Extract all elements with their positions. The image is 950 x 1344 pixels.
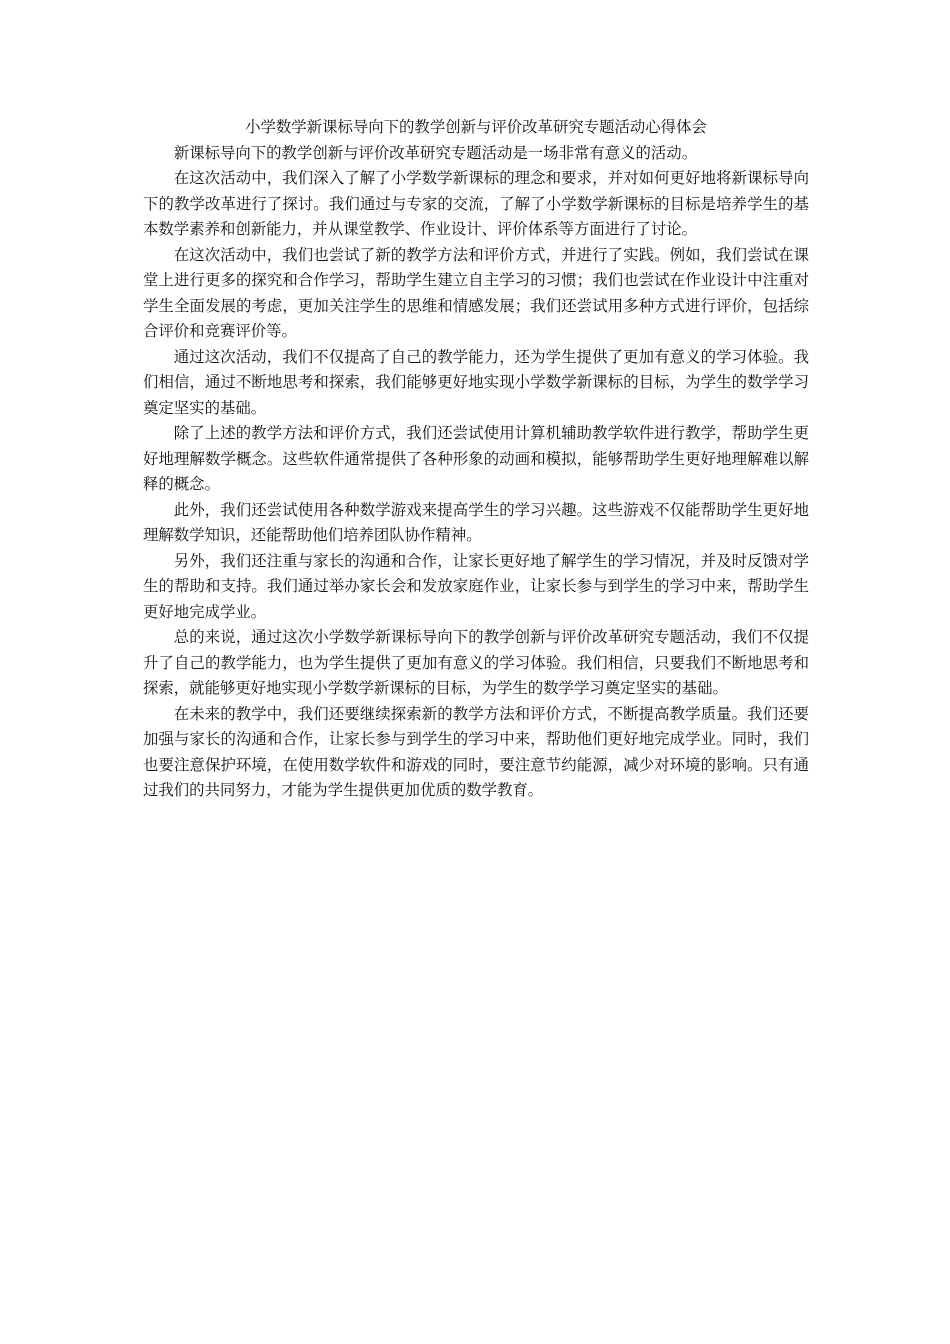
- paragraph-6: 此外，我们还尝试使用各种数学游戏来提高学生的学习兴趣。这些游戏不仅能帮助学生更好地理解数学知识，还能帮助他们培养团队协作精神。: [143, 500, 809, 544]
- paragraph-8: 总的来说，通过这次小学数学新课标导向下的教学创新与评价改革研究专题活动，我们不仅提升了自己的教学能力，也为学生提供了更加有意义的学习体验。我们相信，只要我们不断地思考和探索，就能够更好地实现小学数学新课标的目标，为学生的数学学习奠定坚实的基础。: [143, 628, 809, 697]
- paragraph-3: 在这次活动中，我们也尝试了新的教学方法和评价方式，并进行了实践。例如，我们尝试在课堂上进行更多的探究和合作学习，帮助学生建立自主学习的习惯；我们也尝试在作业设计中注重对学生全面发展的考虑，更加关注学生的思维和情感发展；我们还尝试用多种方式进行评价，包括综合评价和竞赛评价等。: [143, 245, 809, 340]
- paragraph-1: 新课标导向下的教学创新与评价改革研究专题活动是一场非常有意义的活动。: [173, 143, 698, 162]
- paragraph-2: 在这次活动中，我们深入了解了小学数学新课标的理念和要求，并对如何更好地将新课标导向下的教学改革进行了探讨。我们通过与专家的交流，了解了小学数学新课标的目标是培养学生的基本数学素养和创新能力，并从课堂教学、作业设计、评价体系等方面进行了讨论。: [143, 169, 809, 238]
- document-title: 小学数学新课标导向下的教学创新与评价改革研究专题活动心得体会: [245, 118, 707, 136]
- document-body: [143, 115, 809, 804]
- paragraph-5: 除了上述的教学方法和评价方式，我们还尝试使用计算机辅助教学软件进行教学，帮助学生更好地理解数学概念。这些软件通常提供了各种形象的动画和模拟，能够帮助学生更好地理解难以解释的概念。: [143, 424, 809, 493]
- paragraph-7: 另外，我们还注重与家长的沟通和合作，让家长更好地了解学生的学习情况，并及时反馈对学生的帮助和支持。我们通过举办家长会和发放家庭作业，让家长参与到学生的学习中来，帮助学生更好地完成学业。: [143, 551, 809, 621]
- paragraph-4: 通过这次活动，我们不仅提高了自己的教学能力，还为学生提供了更加有意义的学习体验。我们相信，通过不断地思考和探索，我们能够更好地实现小学数学新课标的目标，为学生的数学学习奠定坚实的基础。: [143, 347, 809, 417]
- paragraph-9: 在未来的教学中，我们还要继续探索新的教学方法和评价方式，不断提高教学质量。我们还要加强与家长的沟通和合作，让家长参与到学生的学习中来，帮助他们更好地完成学业。同时，我们也要注意保护环境，在使用数学软件和游戏的同时，要注意节约能源，减少对环境的影响。只有通过我们的共同努力，才能为学生提供更加优质的数学教育。: [143, 704, 809, 799]
